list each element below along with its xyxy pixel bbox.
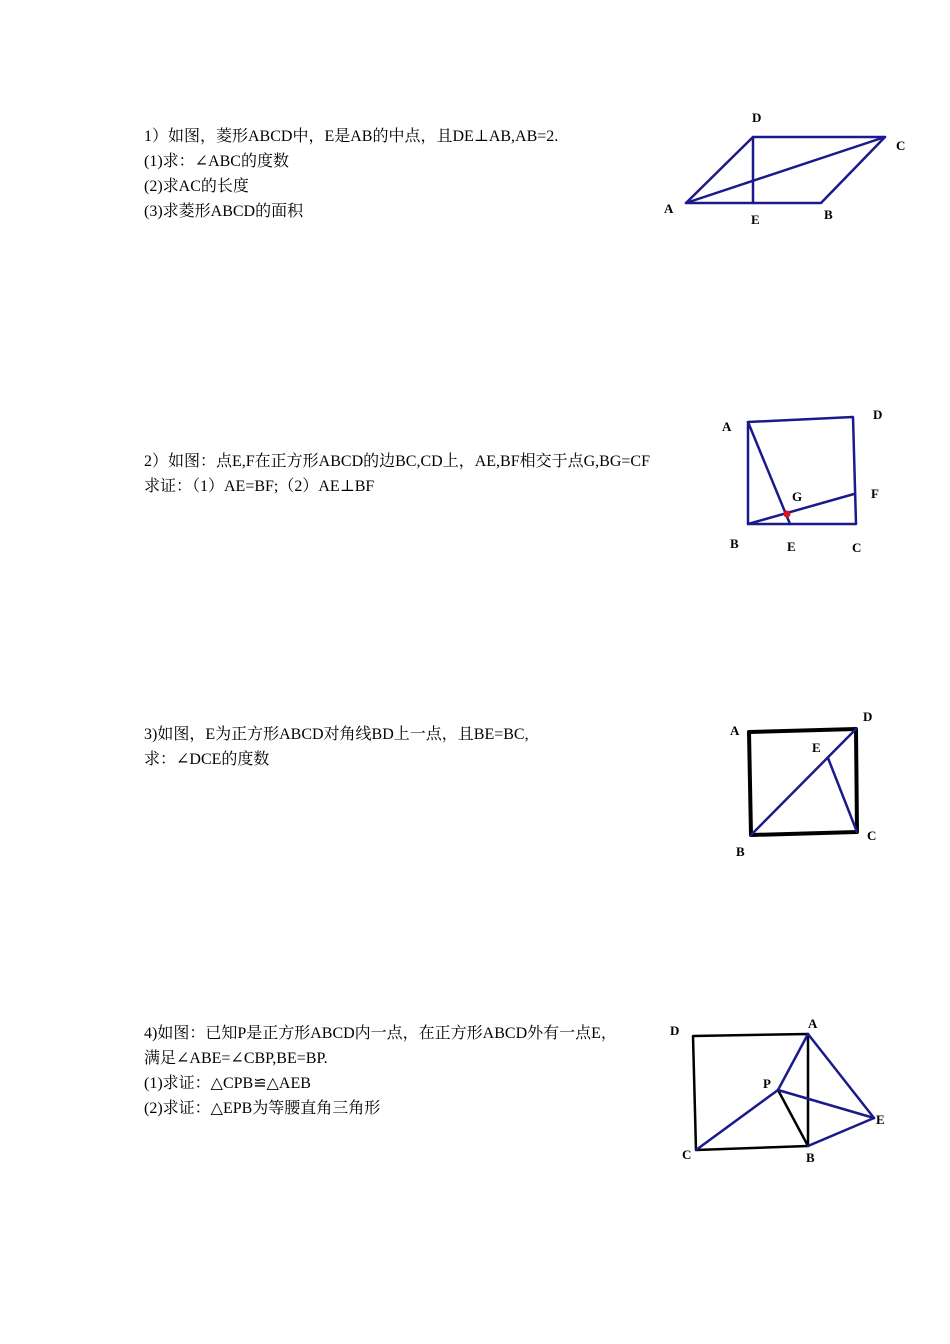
segment-ae: [748, 422, 790, 524]
label-c: C: [852, 540, 862, 555]
label-e: E: [751, 212, 760, 227]
label-a: A: [808, 1016, 818, 1031]
problem-4-condition: 满足∠ABE=∠CBP,BE=BP.: [144, 1050, 328, 1067]
label-c: C: [867, 828, 877, 843]
rhombus-figure: [650, 100, 920, 240]
problem-2-question: 求证：（1）AE=BF;（2）AE⊥BF: [144, 478, 375, 495]
square-figure-2: [710, 400, 900, 560]
segment-cp: [696, 1090, 778, 1150]
problem-1-statement: 1）如图，菱形ABCD中，E是AB的中点，且DE⊥AB,AB=2.: [144, 128, 559, 145]
point-g: [784, 511, 791, 518]
label-e: E: [876, 1112, 885, 1127]
label-d: D: [752, 110, 762, 125]
label-g: G: [792, 489, 803, 504]
segment-pe: [778, 1090, 874, 1118]
square-abcd: [693, 1034, 808, 1150]
label-b: B: [730, 536, 739, 551]
problem-1-question-1: (1)求：∠ABC的度数: [144, 153, 289, 170]
segment-ae: [808, 1034, 874, 1118]
label-c: C: [896, 138, 906, 153]
square-figure-3: [720, 700, 900, 865]
problem-3-statement: 3)如图，E为正方形ABCD对角线BD上一点，且BE=BC,: [144, 726, 529, 743]
problem-4-question-1: (1)求证：△CPB≌△AEB: [144, 1075, 311, 1092]
segment-pa: [778, 1034, 808, 1090]
label-c: C: [682, 1147, 692, 1162]
label-d: D: [670, 1023, 680, 1038]
label-f: F: [871, 486, 879, 501]
diagonal-ac: [686, 137, 885, 203]
problem-2-statement: 2）如图：点E,F在正方形ABCD的边BC,CD上，AE,BF相交于点G,BG=CF: [144, 453, 650, 470]
label-b: B: [736, 844, 745, 859]
label-a: A: [664, 201, 674, 216]
label-b: B: [806, 1150, 815, 1165]
label-e: E: [787, 539, 796, 554]
label-p: P: [763, 1076, 771, 1091]
label-e: E: [812, 740, 821, 755]
square-figure-4: [660, 1010, 900, 1170]
problem-1-question-2: (2)求AC的长度: [144, 178, 249, 195]
diagonal-bd: [751, 729, 856, 835]
label-d: D: [873, 407, 883, 422]
problem-4-question-2: (2)求证：△EPB为等腰直角三角形: [144, 1100, 381, 1117]
segment-ce: [828, 758, 857, 832]
label-a: A: [722, 419, 732, 434]
segment-be: [808, 1118, 874, 1146]
label-a: A: [730, 723, 740, 738]
label-d: D: [863, 709, 873, 724]
problem-1-question-3: (3)求菱形ABCD的面积: [144, 203, 304, 220]
label-b: B: [824, 207, 833, 222]
problem-3-question: 求：∠DCE的度数: [144, 751, 270, 768]
problem-4-statement: 4)如图：已知P是正方形ABCD内一点，在正方形ABCD外有一点E，: [144, 1025, 617, 1042]
